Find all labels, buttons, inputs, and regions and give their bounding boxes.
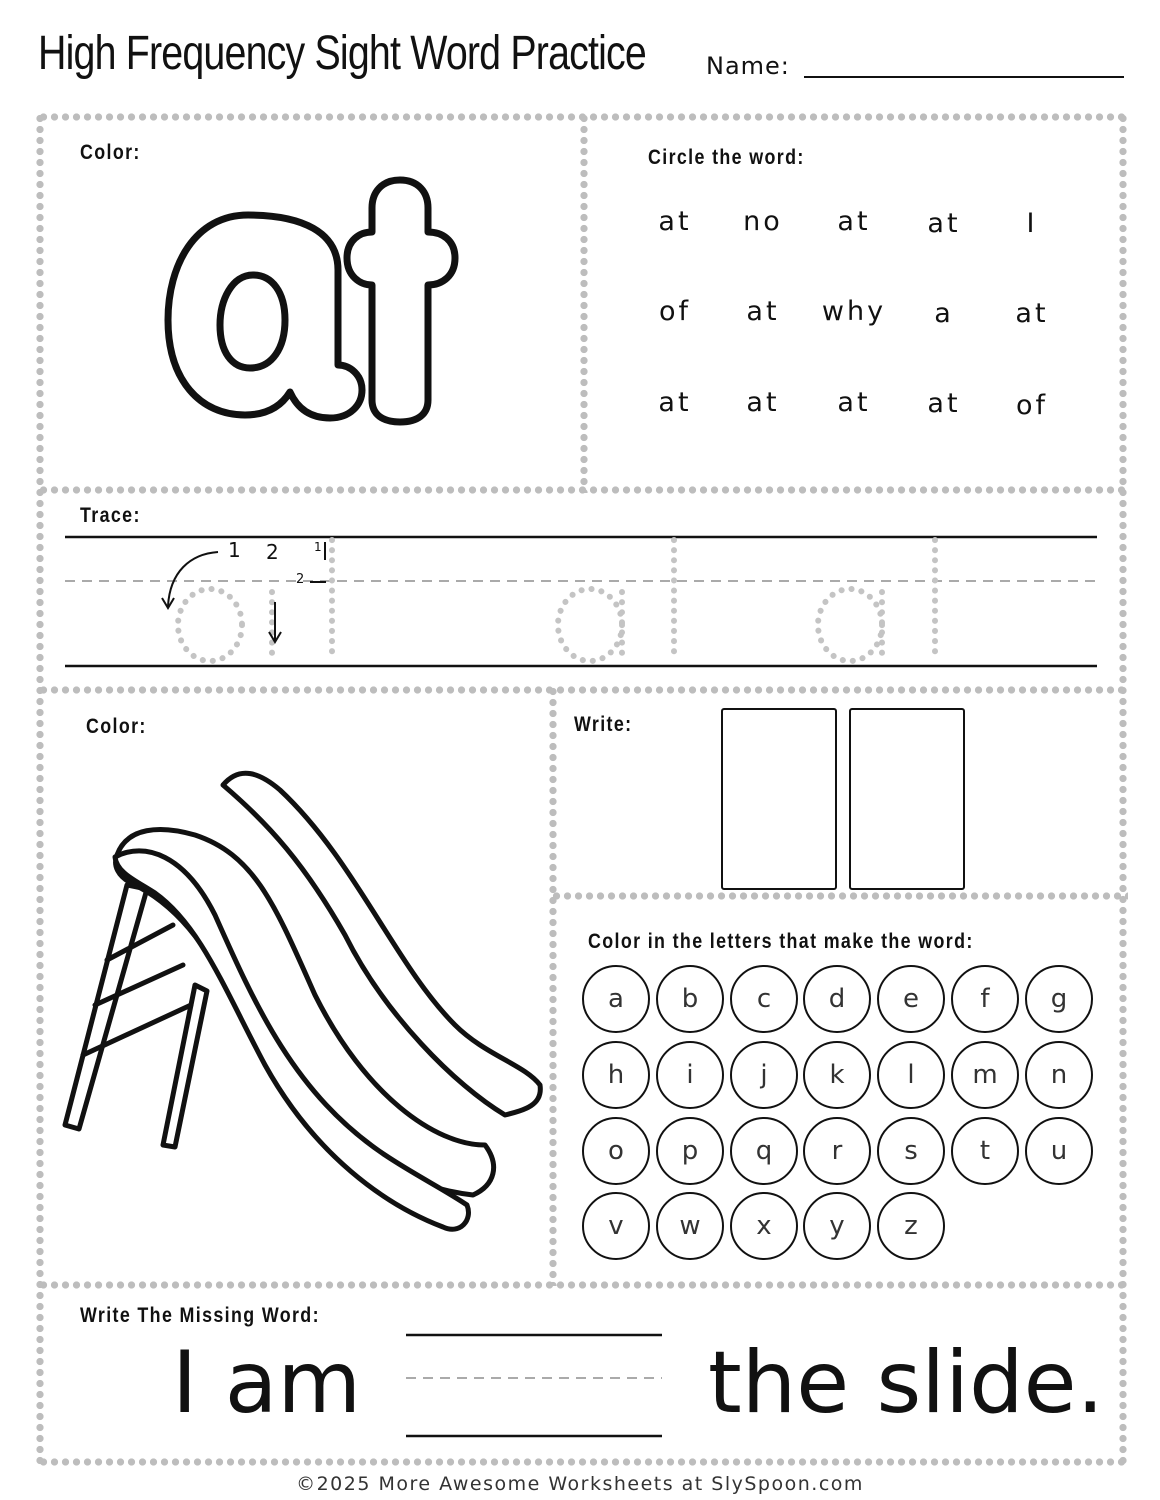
letter-circle[interactable]: v [582,1192,650,1260]
sentence-before: I am [172,1333,362,1433]
bubble-word-at[interactable] [150,170,480,450]
letter-circle[interactable]: j [730,1041,798,1109]
word-choice[interactable]: at [837,387,871,418]
letter-circle[interactable]: o [582,1117,650,1185]
letter-circle[interactable]: n [1025,1041,1093,1109]
stroke-number: 1 [314,540,322,554]
letter-circle[interactable]: w [656,1192,724,1260]
stroke-number: 1 [228,538,241,562]
write-label: Write: [574,713,633,736]
word-choice[interactable]: of [1015,390,1049,421]
slide-picture[interactable] [55,765,545,1235]
letter-circle[interactable]: p [656,1117,724,1185]
letter-circle[interactable]: f [951,965,1019,1033]
circle-word-label: Circle the word: [648,146,805,169]
word-choice[interactable]: at [658,206,692,237]
letter-circle[interactable]: s [877,1117,945,1185]
word-choice[interactable]: at [927,388,961,419]
letter-circle[interactable]: d [803,965,871,1033]
word-choice[interactable]: at [658,387,692,418]
letter-circle[interactable]: h [582,1041,650,1109]
name-line[interactable] [804,76,1124,78]
missing-word-label: Write The Missing Word: [80,1304,320,1327]
word-choice[interactable]: at [1015,298,1049,329]
word-choice[interactable]: at [837,206,871,237]
stroke-number: 2 [266,540,279,564]
letter-circle[interactable]: c [730,965,798,1033]
word-choice[interactable]: at [746,387,780,418]
letter-circle[interactable]: g [1025,965,1093,1033]
word-choice[interactable]: why [821,296,887,327]
name-label: Name: [706,52,790,80]
footer-credit: ©2025 More Awesome Worksheets at SlySpoon.com [296,1473,864,1495]
letter-circle[interactable]: l [877,1041,945,1109]
letters-label: Color in the letters that make the word: [588,930,974,953]
letter-circle[interactable]: m [951,1041,1019,1109]
trace-lines[interactable] [60,530,1105,675]
worksheet-title: High Frequency Sight Word Practice [38,27,646,80]
word-choice[interactable]: at [746,296,780,327]
word-choice[interactable]: I [1026,208,1038,239]
color-label: Color: [80,141,141,164]
write-box-1[interactable] [721,708,837,890]
letter-circle[interactable]: x [730,1192,798,1260]
letter-circle[interactable]: u [1025,1117,1093,1185]
letter-circle[interactable]: y [803,1192,871,1260]
letter-circle[interactable]: z [877,1192,945,1260]
letter-circle[interactable]: r [803,1117,871,1185]
sentence-after: the slide. [708,1333,1104,1433]
word-choice[interactable]: a [934,298,954,329]
picture-color-label: Color: [86,715,147,738]
letter-circle[interactable]: q [730,1117,798,1185]
letter-circle[interactable]: e [877,965,945,1033]
word-choice[interactable]: no [743,206,783,237]
letter-circle[interactable]: a [582,965,650,1033]
letter-circle[interactable]: b [656,965,724,1033]
letter-circle[interactable]: i [656,1041,724,1109]
letter-circle[interactable]: k [803,1041,871,1109]
trace-label: Trace: [80,504,141,527]
letter-circle[interactable]: t [951,1117,1019,1185]
stroke-number: 2 [296,572,305,587]
missing-word-lines[interactable] [404,1330,666,1442]
write-box-2[interactable] [849,708,965,890]
word-choice[interactable]: at [927,208,961,239]
word-choice[interactable]: of [658,296,692,327]
